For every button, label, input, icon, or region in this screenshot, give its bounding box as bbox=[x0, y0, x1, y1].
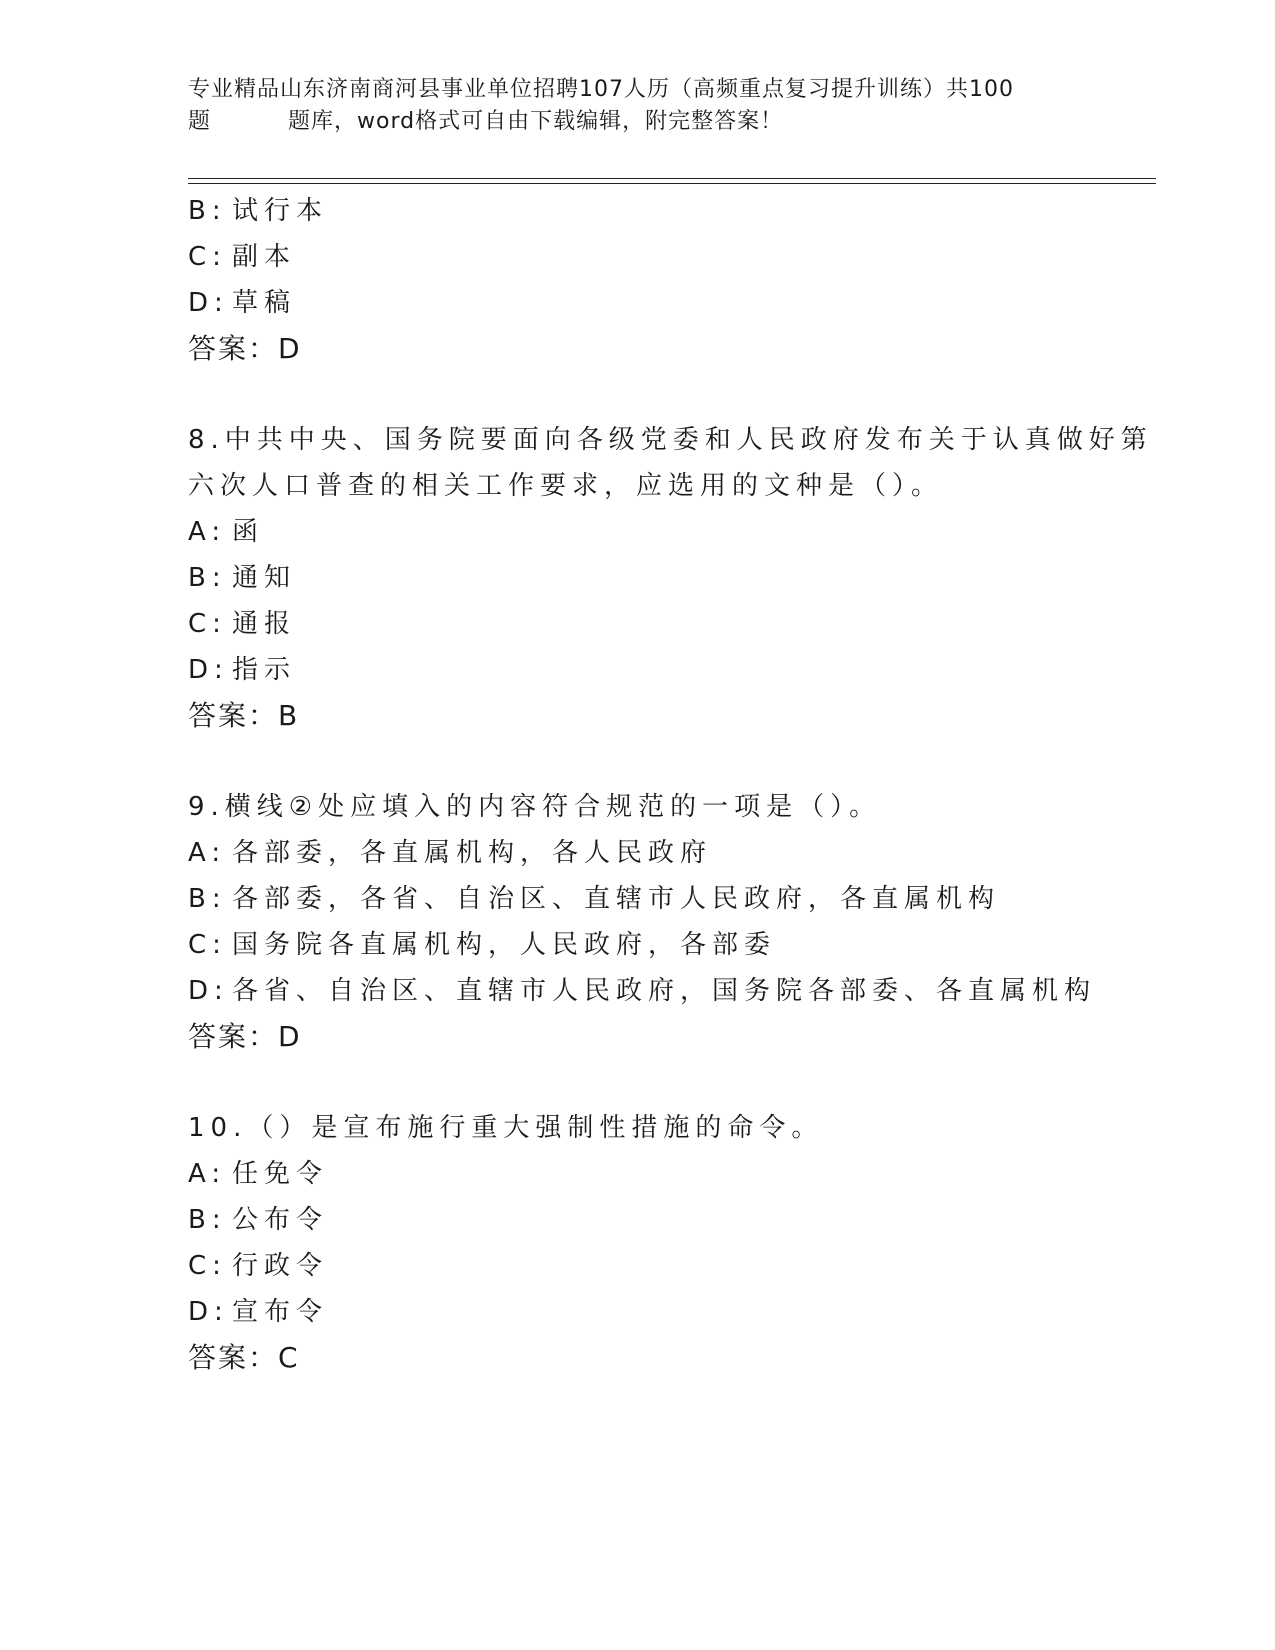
option-d bbox=[188, 280, 1088, 326]
option-label: C: bbox=[188, 242, 227, 272]
option-text: 行政令 bbox=[232, 1251, 329, 1281]
option-d bbox=[188, 1289, 1088, 1335]
option-text: 公布令 bbox=[232, 1205, 329, 1235]
header-rule-bottom bbox=[188, 183, 1156, 184]
option-text: 通知 bbox=[232, 563, 297, 593]
option-label: A: bbox=[188, 838, 227, 868]
option-label: A: bbox=[188, 1159, 227, 1189]
question-stem-line: 9.横线②处应填入的内容符合规范的一项是（）。 bbox=[188, 792, 882, 822]
option-text: 各部委，各直属机构，各人民政府 bbox=[232, 838, 713, 868]
option-text: 国务院各直属机构，人民政府，各部委 bbox=[232, 930, 777, 960]
option-a bbox=[188, 509, 1088, 555]
option-text: 任免令 bbox=[232, 1159, 329, 1189]
option-text: 各部委，各省、自治区、直辖市人民政府，各直属机构 bbox=[232, 884, 1001, 914]
option-label: D: bbox=[188, 655, 229, 685]
option-d bbox=[188, 968, 1097, 1014]
option-label: C: bbox=[188, 1251, 227, 1281]
option-label: D: bbox=[188, 976, 229, 1006]
option-label: D: bbox=[188, 288, 229, 318]
option-text: 宣布令 bbox=[232, 1297, 329, 1327]
option-c bbox=[188, 922, 1088, 968]
header-rule-top bbox=[188, 178, 1156, 179]
option-b bbox=[188, 1197, 1088, 1243]
option-text: 试行本 bbox=[232, 196, 329, 226]
option-c bbox=[188, 1243, 1088, 1289]
option-label: C: bbox=[188, 930, 227, 960]
answer-line: 答案：B bbox=[188, 699, 300, 732]
option-label: C: bbox=[188, 609, 227, 639]
option-text: 副本 bbox=[232, 242, 297, 272]
header-line-2-rest: 题库，word格式可自由下载编辑，附完整答案！ bbox=[288, 109, 784, 134]
option-c bbox=[188, 601, 1088, 647]
option-b bbox=[188, 188, 1088, 234]
page-header bbox=[188, 74, 1088, 138]
answer-line: 答案：D bbox=[188, 1020, 302, 1053]
question-stem-line: 六次人口普查的相关工作要求，应选用的文种是（）。 bbox=[188, 471, 944, 501]
option-text: 草稿 bbox=[232, 288, 297, 318]
option-label: A: bbox=[188, 517, 227, 547]
option-text: 函 bbox=[232, 517, 265, 547]
question-content bbox=[188, 188, 1153, 1381]
option-text: 指示 bbox=[232, 655, 297, 685]
header-title-line-2 bbox=[188, 106, 1088, 138]
option-b bbox=[188, 876, 1088, 922]
question-10 bbox=[188, 1105, 1088, 1381]
option-label: B: bbox=[188, 884, 227, 914]
question-stem-line: 10.（）是宣布施行重大强制性措施的命令。 bbox=[188, 1113, 824, 1143]
option-d bbox=[188, 647, 1088, 693]
header-line-2-lead: 题 bbox=[188, 109, 212, 134]
option-a bbox=[188, 1151, 1088, 1197]
option-text: 通报 bbox=[232, 609, 297, 639]
question-8 bbox=[188, 417, 1153, 739]
option-b bbox=[188, 555, 1088, 601]
option-label: B: bbox=[188, 196, 227, 226]
option-label: B: bbox=[188, 1205, 227, 1235]
option-c bbox=[188, 234, 1088, 280]
option-a bbox=[188, 830, 1088, 876]
option-label: D: bbox=[188, 1297, 229, 1327]
question-9 bbox=[188, 784, 1097, 1060]
question-stem-line: 8.中共中央、国务院要面向各级党委和人民政府发布关于认真做好第 bbox=[188, 425, 1153, 455]
answer-line: 答案：C bbox=[188, 1341, 300, 1374]
header-title-line-1: 专业精品山东济南商河县事业单位招聘107人历（高频重点复习提升训练）共100 bbox=[188, 77, 1014, 102]
option-label: B: bbox=[188, 563, 227, 593]
answer-line: 答案：D bbox=[188, 332, 302, 365]
option-text: 各省、自治区、直辖市人民政府，国务院各部委、各直属机构 bbox=[232, 976, 1097, 1006]
question-7-tail bbox=[188, 188, 1088, 372]
